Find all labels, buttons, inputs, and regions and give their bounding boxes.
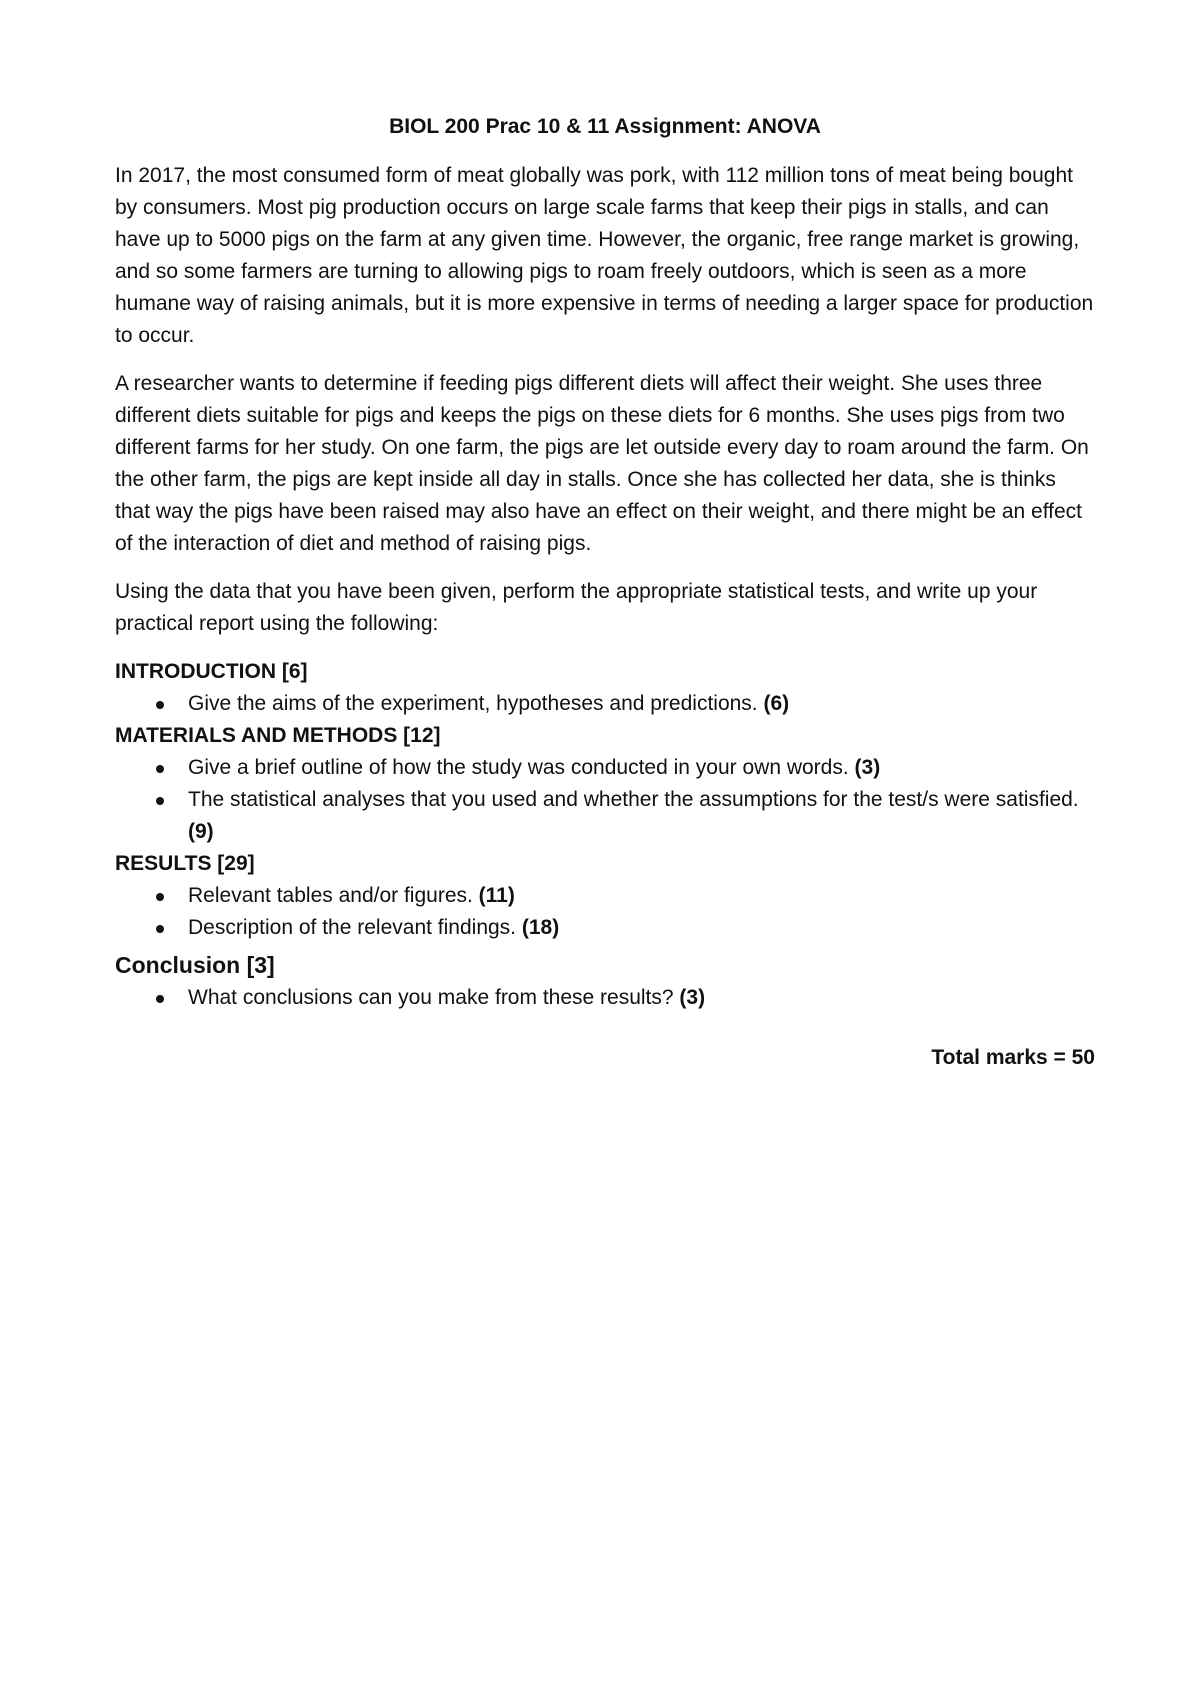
list-item-marks: (9) (188, 820, 214, 843)
list-item-text: Give the aims of the experiment, hypotheses and predictions. (188, 692, 764, 715)
list-item (115, 912, 1095, 944)
list-item-text: Description of the relevant findings. (188, 916, 522, 939)
materials-methods-list (115, 752, 1095, 848)
section-heading-introduction: INTRODUCTION [6] (115, 660, 308, 683)
list-item-marks: (3) (679, 986, 706, 1009)
introduction-list (115, 688, 1095, 720)
list-item (115, 688, 1095, 720)
total-marks: Total marks = 50 (931, 1046, 1095, 1069)
bullet-icon (156, 701, 164, 709)
list-item-text: The statistical analyses that you used and whether the assumptions for the test/s were satisfied. (188, 788, 1079, 811)
list-item (115, 784, 1095, 848)
section-heading-materials-methods: MATERIALS AND METHODS [12] (115, 724, 441, 747)
bullet-icon (156, 765, 164, 773)
page-title: BIOL 200 Prac 10 & 11 Assignment: ANOVA (389, 115, 821, 138)
list-item-text: Give a brief outline of how the study was conducted in your own words. (188, 756, 855, 779)
bullet-icon (156, 797, 164, 805)
document-content (115, 112, 1095, 1074)
list-item-marks: (3) (854, 756, 881, 779)
intro-paragraph: In 2017, the most consumed form of meat globally was pork, with 112 million tons of meat being bought by consumers. Most pig production occurs on large scale farms that keep their pigs in stalls, and can have up to 5000 pigs on the farm at any given time. However, the organic, free range market is growing, and so some farmers are turning to allowing pigs to roam freely outdoors, which is seen as a more humane way of raising animals, but it is more expensive in terms of needing a larger space for production to occur. (115, 164, 1094, 347)
list-item (115, 752, 1095, 784)
results-list (115, 880, 1095, 944)
list-item (115, 880, 1095, 912)
list-item-marks: (18) (521, 916, 560, 939)
list-item-marks: (6) (763, 692, 790, 715)
bullet-icon (156, 925, 164, 933)
conclusion-list (115, 982, 1095, 1014)
study-paragraph: A researcher wants to determine if feeding pigs different diets will affect their weight. She uses three different diets suitable for pigs and keeps the pigs on these diets for 6 months. She uses pigs from two different farms for her study. On one farm, the pigs are let outside every day to roam around the farm. On the other farm, the pigs are kept inside all day in stalls. Once she has collected her data, she is thinks that way the pigs have been raised may also have an effect on their weight, and there might be an effect of the interaction of diet and method of raising pigs. (115, 372, 1089, 555)
list-item-text: Relevant tables and/or figures. (188, 884, 479, 907)
instructions-paragraph: Using the data that you have been given, perform the appropriate statistical tests, and write up your practical report using the following: (115, 580, 1038, 635)
list-item-text: What conclusions can you make from these results? (188, 986, 680, 1009)
list-item-marks: (11) (478, 884, 515, 907)
section-heading-results: RESULTS [29] (115, 852, 255, 875)
list-item (115, 982, 1095, 1014)
bullet-icon (156, 893, 164, 901)
section-heading-conclusion: Conclusion [3] (115, 952, 275, 978)
bullet-icon (156, 995, 164, 1003)
